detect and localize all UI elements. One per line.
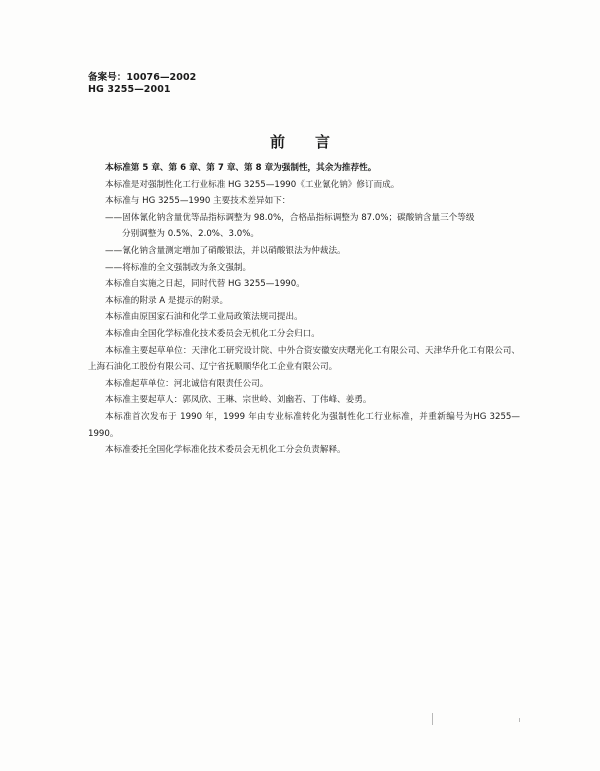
paragraph-centralized-by: 本标准由全国化学标准化技术委员会无机化工分会归口。 <box>105 328 320 339</box>
paragraph-interpretation: 本标准委托全国化学标准化技术委员会无机化工分会负责解释。 <box>105 445 346 456</box>
paragraph-drafting-unit: 本标准起草单位：河北诚信有限责任公司。 <box>105 378 269 389</box>
foreword-body <box>88 160 520 459</box>
paragraph-revision-source: 本标准是对强制性化工行业标准 HG 3255—1990《工业氰化钠》修订而成。 <box>105 179 400 190</box>
paragraph-replaces: 本标准自实施之日起，同时代替 HG 3255—1990。 <box>105 279 305 290</box>
scan-speck <box>519 718 520 722</box>
paragraph-difference-content-cont: 分别调整为 0.5%、2.0%、3.0%。 <box>122 229 259 240</box>
paragraph-proposed-by: 本标准由原国家石油和化学工业局政策法规司提出。 <box>105 312 303 323</box>
record-number: 备案号：10076—2002 <box>88 72 197 83</box>
paragraph-difference-content: ——固体氰化钠含量优等品指标调整为 98.0%，合格品指标调整为 87.0%；碳酸钠含量三个等级 <box>105 212 475 223</box>
paragraph-history: 本标准首次发布于 1990 年，1999 年由专业标准转化为强制性化工行业标准，并重新编号为HG 3255—1990。 <box>88 411 520 439</box>
standard-code: HG 3255—2001 <box>88 84 171 95</box>
paragraph-mandatory-chapters: 本标准第 5 章、第 6 章、第 7 章、第 8 章为强制性，其余为推荐性。 <box>105 163 377 173</box>
paragraph-appendix: 本标准的附录 A 是提示的附录。 <box>105 295 229 306</box>
paragraph-difference-method: ——氰化钠含量测定增加了硝酸银法，并以硝酸银法为仲裁法。 <box>105 245 346 256</box>
paragraph-difference-mandatory: ——将标准的全文强制改为条文强制。 <box>105 262 252 273</box>
scan-speck <box>432 713 433 725</box>
page-title: 前言 <box>269 133 360 151</box>
paragraph-differences-intro: 本标准与 HG 3255—1990 主要技术差异如下： <box>105 196 291 207</box>
paragraph-main-drafting-units: 本标准主要起草单位：天津化工研究设计院、中外合资安徽安庆曙光化工有限公司、天津华升化工有限公司、上海石油化工股份有限公司、辽宁省抚顺顺华化工企业有限公司。 <box>88 345 520 373</box>
paragraph-main-drafters: 本标准主要起草人：郭凤欣、王琳、宗世岭、刘幽若、丁伟峰、姜勇。 <box>105 395 372 406</box>
